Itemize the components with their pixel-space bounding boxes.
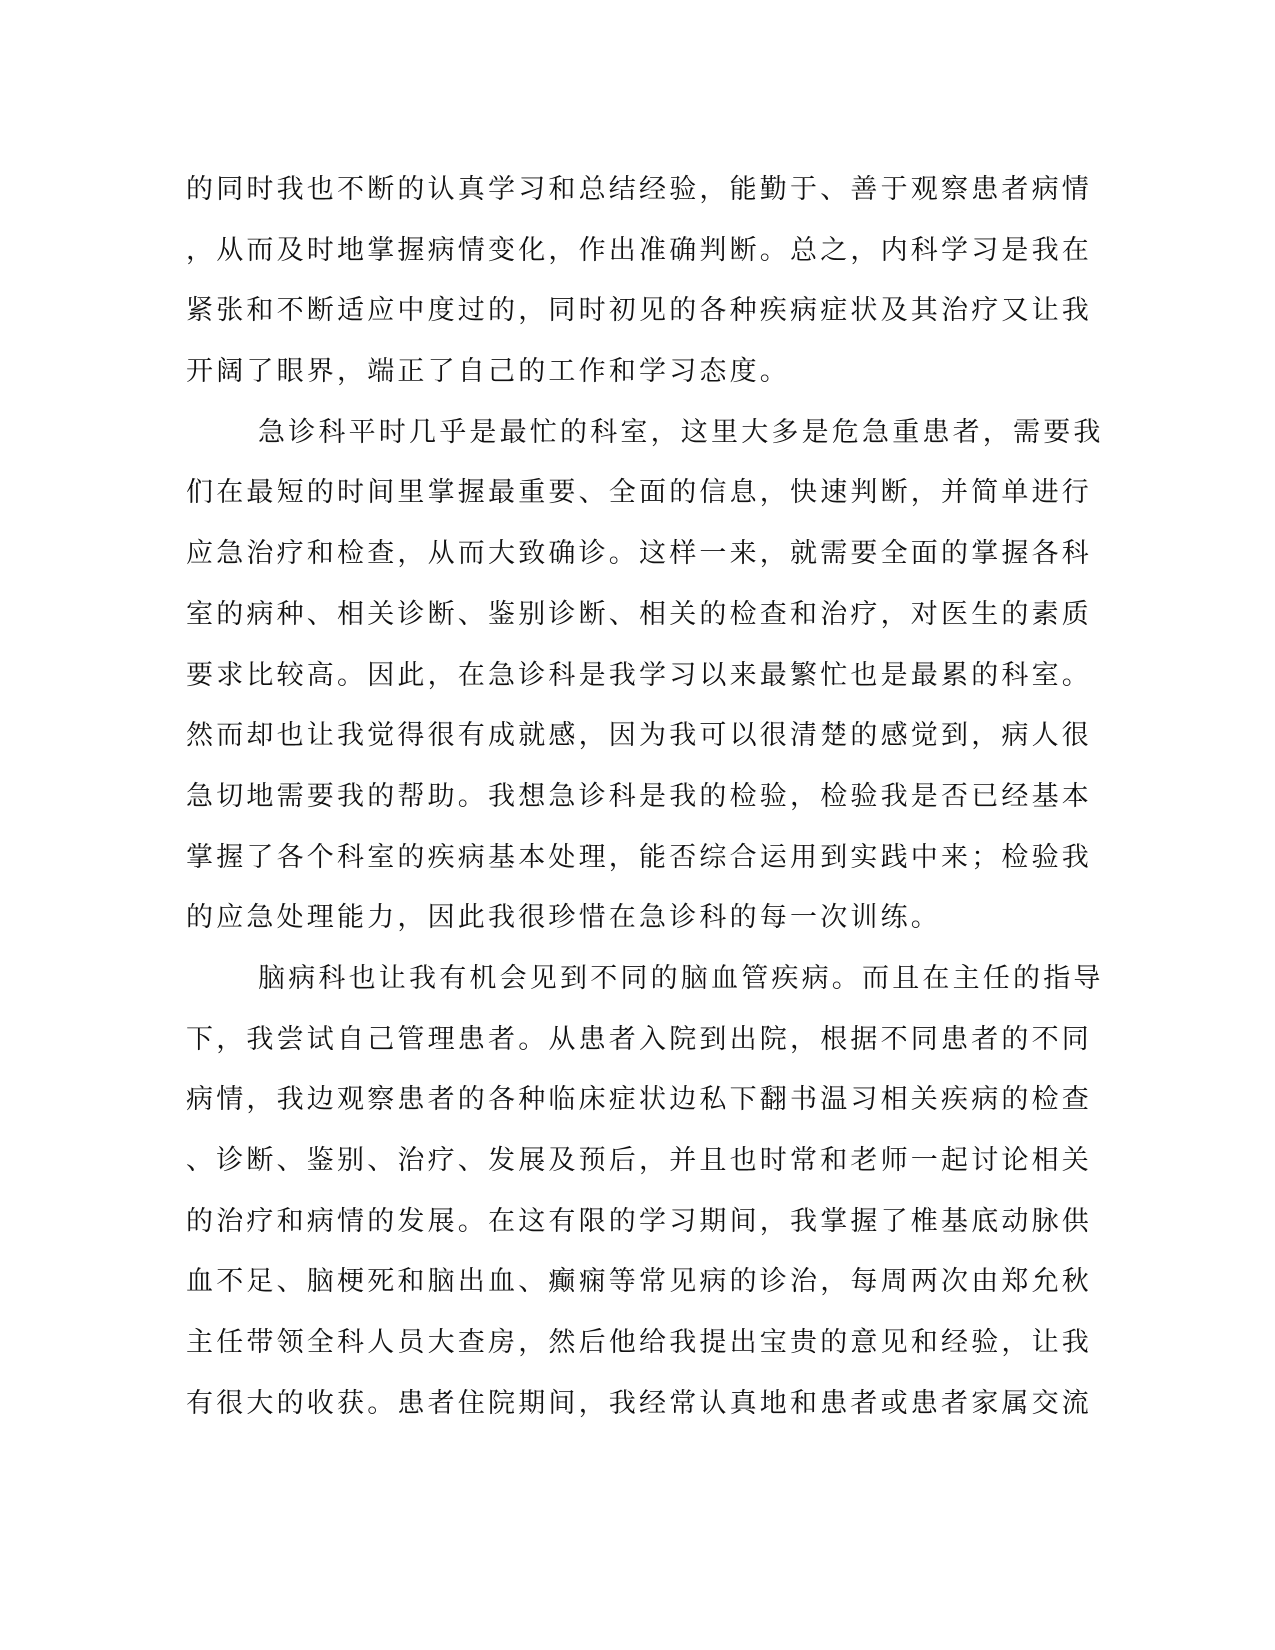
text-line-15: 下，我尝试自己管理患者。从患者入院到出院，根据不同患者的不同 [186, 1023, 1092, 1055]
text-line-21: 有很大的收获。患者住院期间，我经常认真地和患者或患者家属交流 [186, 1387, 1092, 1419]
text-line-16: 病情，我边观察患者的各种临床症状边私下翻书温习相关疾病的检查 [186, 1084, 1092, 1116]
text-line-20: 主任带领全科人员大查房，然后他给我提出宝贵的意见和经验，让我 [186, 1327, 1092, 1359]
text-line-2: ，从而及时地掌握病情变化，作出准确判断。总之，内科学习是我在 [186, 234, 1092, 266]
text-line-17: 、诊断、鉴别、治疗、发展及预后，并且也时常和老师一起讨论相关 [186, 1145, 1092, 1176]
paragraph-start-emergency: 急诊科平时几乎是最忙的科室，这里大多是危急重患者，需要我 [258, 416, 1104, 448]
text-line-3: 紧张和不断适应中度过的，同时初见的各种疾病症状及其治疗又让我 [186, 295, 1092, 327]
text-line-13: 的应急处理能力，因此我很珍惜在急诊科的每一次训练。 [186, 902, 941, 934]
document-body [186, 160, 1104, 1434]
paragraph-start-neurology: 脑病科也让我有机会见到不同的脑血管疾病。而且在主任的指导 [258, 962, 1104, 994]
text-line-7: 应急治疗和检查，从而大致确诊。这样一来，就需要全面的掌握各科 [186, 538, 1092, 570]
text-line-1: 的同时我也不断的认真学习和总结经验，能勤于、善于观察患者病情 [186, 174, 1092, 205]
text-line-11: 急切地需要我的帮助。我想急诊科是我的检验，检验我是否已经基本 [186, 780, 1092, 812]
text-line-9: 要求比较高。因此，在急诊科是我学习以来最繁忙也是最累的科室。 [186, 659, 1092, 691]
text-line-6: 们在最短的时间里掌握最重要、全面的信息，快速判断，并简单进行 [186, 477, 1092, 509]
text-line-4: 开阔了眼界，端正了自己的工作和学习态度。 [186, 356, 790, 388]
text-line-18: 的治疗和病情的发展。在这有限的学习期间，我掌握了椎基底动脉供 [186, 1205, 1092, 1237]
text-line-12: 掌握了各个科室的疾病基本处理，能否综合运用到实践中来；检验我 [186, 841, 1092, 873]
text-line-10: 然而却也让我觉得很有成就感，因为我可以很清楚的感觉到，病人很 [186, 720, 1092, 752]
text-line-8: 室的病种、相关诊断、鉴别诊断、相关的检查和治疗，对医生的素质 [186, 598, 1092, 630]
text-line-19: 血不足、脑梗死和脑出血、癫痫等常见病的诊治，每周两次由郑允秋 [186, 1266, 1092, 1298]
